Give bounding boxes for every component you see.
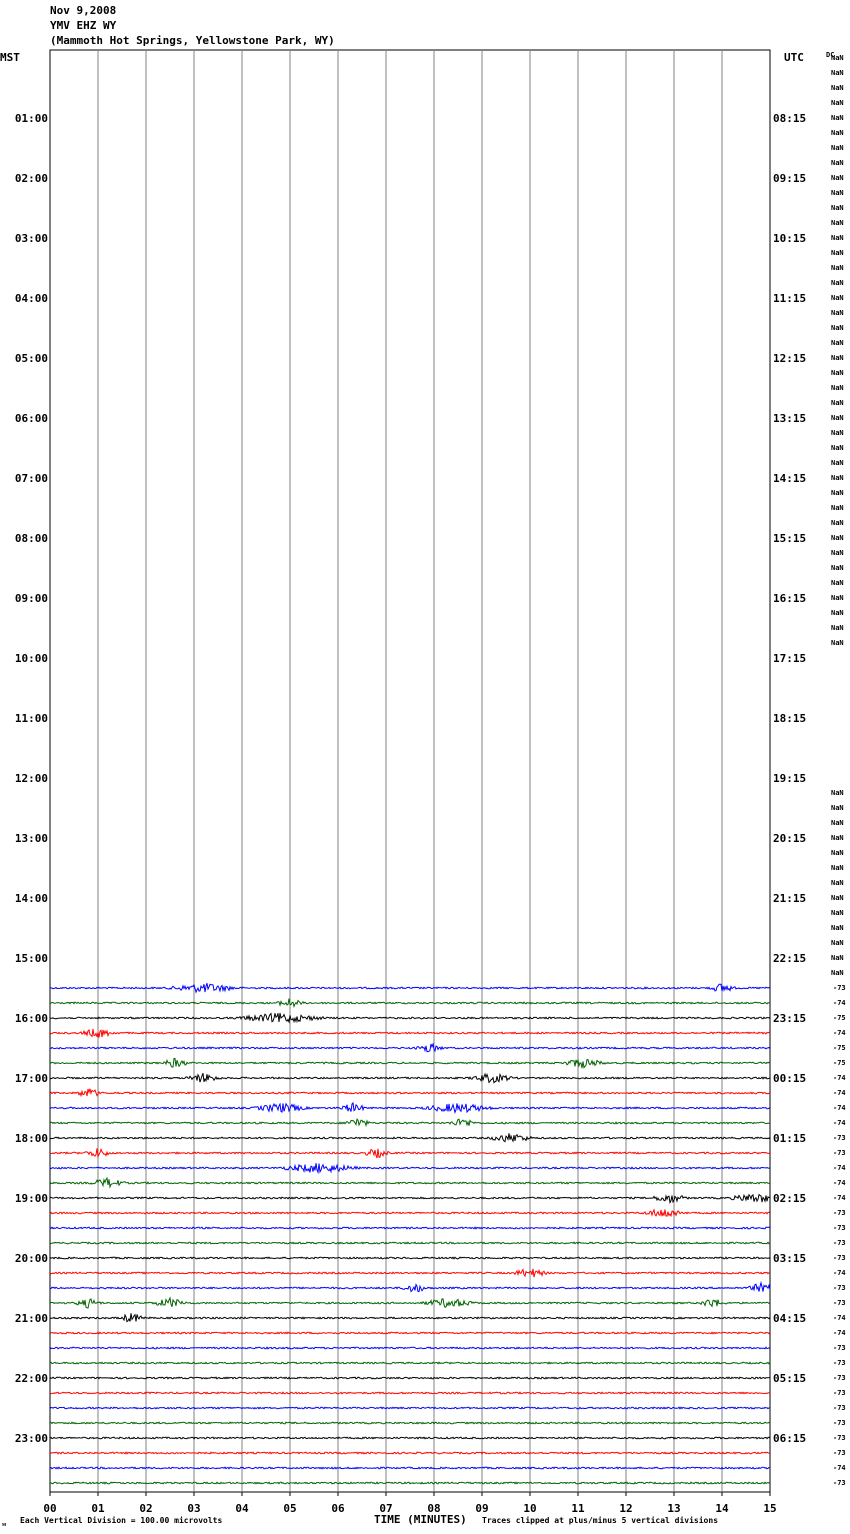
hour-label-mst: 09:00 [14,592,48,605]
seismic-trace [50,1073,770,1083]
seismic-trace [50,999,770,1007]
dc-offset-label: -73 [833,1374,846,1382]
x-tick-label: 15 [763,1502,777,1515]
nan-marker: NaN [831,309,844,317]
x-tick-label: 10 [523,1502,537,1515]
x-tick-label: 12 [619,1502,633,1515]
hour-label-mst: 15:00 [14,952,48,965]
seismic-trace [50,1089,770,1096]
nan-marker: NaN [831,579,844,587]
dc-offset-label: -75 [833,1059,846,1067]
x-tick-label: 05 [283,1502,297,1515]
dc-offset-label: -73 [833,1389,846,1397]
hour-label-mst: 22:00 [14,1372,48,1385]
seismic-trace [50,1313,770,1321]
dc-offset-label: -74 [833,999,846,1007]
hour-label-mst: 04:00 [14,292,48,305]
hour-label-utc: 10:15 [773,232,807,245]
seismic-trace [50,1392,770,1394]
seismic-trace [50,1044,770,1052]
hour-label-utc: 05:15 [773,1372,807,1385]
seismic-trace [50,1377,770,1379]
dc-offset-label: -74 [833,1464,846,1472]
dc-offset-label: -73 [833,1134,846,1142]
hour-label-utc: 08:15 [773,112,807,125]
x-tick-label: 04 [235,1502,249,1515]
plot-frame [50,50,770,1492]
hour-label-utc: 19:15 [773,772,807,785]
x-tick-label: 09 [475,1502,489,1515]
nan-marker: NaN [831,234,844,242]
hour-label-mst: 06:00 [14,412,48,425]
hour-label-utc: 21:15 [773,892,807,905]
hour-label-mst: 03:00 [14,232,48,245]
nan-marker: NaN [831,639,844,647]
x-tick-label: 06 [331,1502,345,1515]
seismic-trace [50,1283,770,1292]
seismic-trace [50,1437,770,1439]
dc-offset-label: -73 [833,1149,846,1157]
dc-offset-label: -73 [833,1344,846,1352]
hour-label-mst: 13:00 [14,832,48,845]
seismic-trace [50,1347,770,1349]
nan-marker: NaN [831,519,844,527]
x-tick-label: 08 [427,1502,441,1515]
nan-marker: NaN [831,864,844,872]
dc-offset-label: -73 [833,1404,846,1412]
nan-marker: NaN [831,789,844,797]
nan-marker: NaN [831,564,844,572]
dc-offset-label: -73 [833,1359,846,1367]
nan-marker: NaN [831,159,844,167]
nan-marker: NaN [831,84,844,92]
nan-marker: NaN [831,879,844,887]
hour-label-utc: 00:15 [773,1072,807,1085]
right-axis-label: UTC [784,51,804,64]
nan-marker: NaN [831,819,844,827]
seismic-trace [50,1298,770,1308]
nan-marker: NaN [831,129,844,137]
nan-marker: NaN [831,624,844,632]
dc-offset-label: -74 [833,1194,846,1202]
x-tick-label: 03 [187,1502,201,1515]
x-axis-title: TIME (MINUTES) [374,1513,467,1526]
seismic-trace [50,1209,770,1216]
dc-offset-label: -73 [833,1284,846,1292]
hour-label-utc: 12:15 [773,352,807,365]
dc-offset-label: -74 [833,1074,846,1082]
dc-column-header: DC [826,51,835,59]
hour-label-mst: 19:00 [14,1192,48,1205]
scale-note: Each Vertical Division = 100.00 microvolts [20,1516,223,1525]
dc-offset-label: -74 [833,1029,846,1037]
seismic-trace [50,1242,770,1244]
nan-marker: NaN [831,339,844,347]
footer-symbol: ᴍ [2,1521,7,1528]
hour-label-utc: 18:15 [773,712,807,725]
dc-offset-label: -73 [833,1479,846,1487]
dc-offset-label: -74 [833,1329,846,1337]
hour-label-utc: 20:15 [773,832,807,845]
nan-marker: NaN [831,429,844,437]
hour-label-mst: 05:00 [14,352,48,365]
seismic-trace [50,1195,770,1203]
nan-marker: NaN [831,144,844,152]
nan-marker: NaN [831,114,844,122]
hour-label-utc: 11:15 [773,292,807,305]
hour-label-mst: 02:00 [14,172,48,185]
dc-offset-label: -75 [833,1014,846,1022]
hour-label-utc: 01:15 [773,1132,807,1145]
clip-note: Traces clipped at plus/minus 5 vertical divisions [482,1516,719,1525]
dc-offset-label: -74 [833,1089,846,1097]
nan-marker: NaN [831,294,844,302]
hour-label-mst: 16:00 [14,1012,48,1025]
seismic-trace [50,1119,770,1126]
nan-marker: NaN [831,549,844,557]
nan-marker: NaN [831,324,844,332]
dc-offset-label: -74 [833,1164,846,1172]
nan-marker: NaN [831,249,844,257]
dc-offset-label: -74 [833,1269,846,1277]
dc-offset-label: -73 [833,1254,846,1262]
dc-offset-label: -73 [833,1419,846,1427]
dc-offset-label: -73 [833,1224,846,1232]
hour-label-utc: 09:15 [773,172,807,185]
nan-marker: NaN [831,174,844,182]
nan-marker: NaN [831,609,844,617]
hour-label-mst: 14:00 [14,892,48,905]
hour-label-utc: 03:15 [773,1252,807,1265]
seismic-trace [50,1029,770,1038]
nan-marker: NaN [831,354,844,362]
left-axis-label: MST [0,51,20,64]
nan-marker: NaN [831,204,844,212]
hour-label-utc: 23:15 [773,1012,807,1025]
nan-marker: NaN [831,219,844,227]
date-label: Nov 9,2008 [50,4,117,17]
nan-marker: NaN [831,54,844,62]
dc-offset-label: -74 [833,1179,846,1187]
nan-marker: NaN [831,849,844,857]
nan-marker: NaN [831,939,844,947]
hour-label-mst: 23:00 [14,1432,48,1445]
nan-marker: NaN [831,279,844,287]
nan-marker: NaN [831,69,844,77]
hour-label-utc: 04:15 [773,1312,807,1325]
nan-marker: NaN [831,534,844,542]
x-tick-label: 01 [91,1502,105,1515]
seismic-trace [50,1362,770,1364]
dc-offset-label: -74 [833,1119,846,1127]
seismic-trace [50,1133,770,1141]
nan-marker: NaN [831,459,844,467]
hour-label-mst: 21:00 [14,1312,48,1325]
nan-marker: NaN [831,444,844,452]
location-label: (Mammoth Hot Springs, Yellowstone Park, WY) [50,34,335,47]
nan-marker: NaN [831,99,844,107]
nan-marker: NaN [831,504,844,512]
hour-label-mst: 07:00 [14,472,48,485]
dc-offset-label: -75 [833,1044,846,1052]
hour-label-mst: 01:00 [14,112,48,125]
nan-marker: NaN [831,474,844,482]
dc-offset-label: -73 [833,1209,846,1217]
nan-marker: NaN [831,834,844,842]
seismic-trace [50,1103,770,1112]
hour-label-utc: 02:15 [773,1192,807,1205]
hour-label-utc: 16:15 [773,592,807,605]
x-tick-label: 14 [715,1502,729,1515]
nan-marker: NaN [831,384,844,392]
dc-offset-label: -74 [833,1104,846,1112]
hour-label-mst: 12:00 [14,772,48,785]
x-tick-label: 13 [667,1502,681,1515]
dc-offset-label: -73 [833,984,846,992]
seismic-trace [50,1013,770,1022]
x-tick-label: 00 [43,1502,57,1515]
hour-label-utc: 22:15 [773,952,807,965]
dc-offset-label: -73 [833,1299,846,1307]
hour-label-utc: 13:15 [773,412,807,425]
seismic-trace [50,1269,770,1277]
seismic-trace [50,1058,770,1068]
nan-marker: NaN [831,489,844,497]
seismic-trace [50,1452,770,1454]
station-label: YMV EHZ WY [50,19,117,32]
hour-label-utc: 06:15 [773,1432,807,1445]
hour-label-mst: 18:00 [14,1132,48,1145]
hour-label-mst: 17:00 [14,1072,48,1085]
seismic-trace [50,1178,770,1187]
seismic-trace [50,1227,770,1229]
nan-marker: NaN [831,924,844,932]
x-tick-label: 07 [379,1502,393,1515]
seismic-trace [50,1482,770,1484]
nan-marker: NaN [831,969,844,977]
seismic-trace [50,1257,770,1259]
nan-marker: NaN [831,399,844,407]
nan-marker: NaN [831,264,844,272]
dc-offset-label: -74 [833,1314,846,1322]
seismic-trace [50,983,770,992]
nan-marker: NaN [831,369,844,377]
hour-label-mst: 08:00 [14,532,48,545]
hour-label-mst: 11:00 [14,712,48,725]
seismic-trace [50,1467,770,1469]
nan-marker: NaN [831,414,844,422]
seismic-trace [50,1163,770,1172]
nan-marker: NaN [831,894,844,902]
hour-label-mst: 10:00 [14,652,48,665]
hour-label-utc: 15:15 [773,532,807,545]
seismic-trace [50,1332,770,1334]
hour-label-mst: 20:00 [14,1252,48,1265]
seismic-trace [50,1407,770,1409]
nan-marker: NaN [831,909,844,917]
nan-marker: NaN [831,189,844,197]
hour-label-utc: 14:15 [773,472,807,485]
x-tick-label: 02 [139,1502,153,1515]
x-tick-label: 11 [571,1502,585,1515]
dc-offset-label: -73 [833,1434,846,1442]
seismic-trace [50,1148,770,1158]
dc-offset-label: -73 [833,1239,846,1247]
seismic-trace [50,1422,770,1424]
nan-marker: NaN [831,804,844,812]
nan-marker: NaN [831,954,844,962]
hour-label-utc: 17:15 [773,652,807,665]
nan-marker: NaN [831,594,844,602]
dc-offset-label: -73 [833,1449,846,1457]
